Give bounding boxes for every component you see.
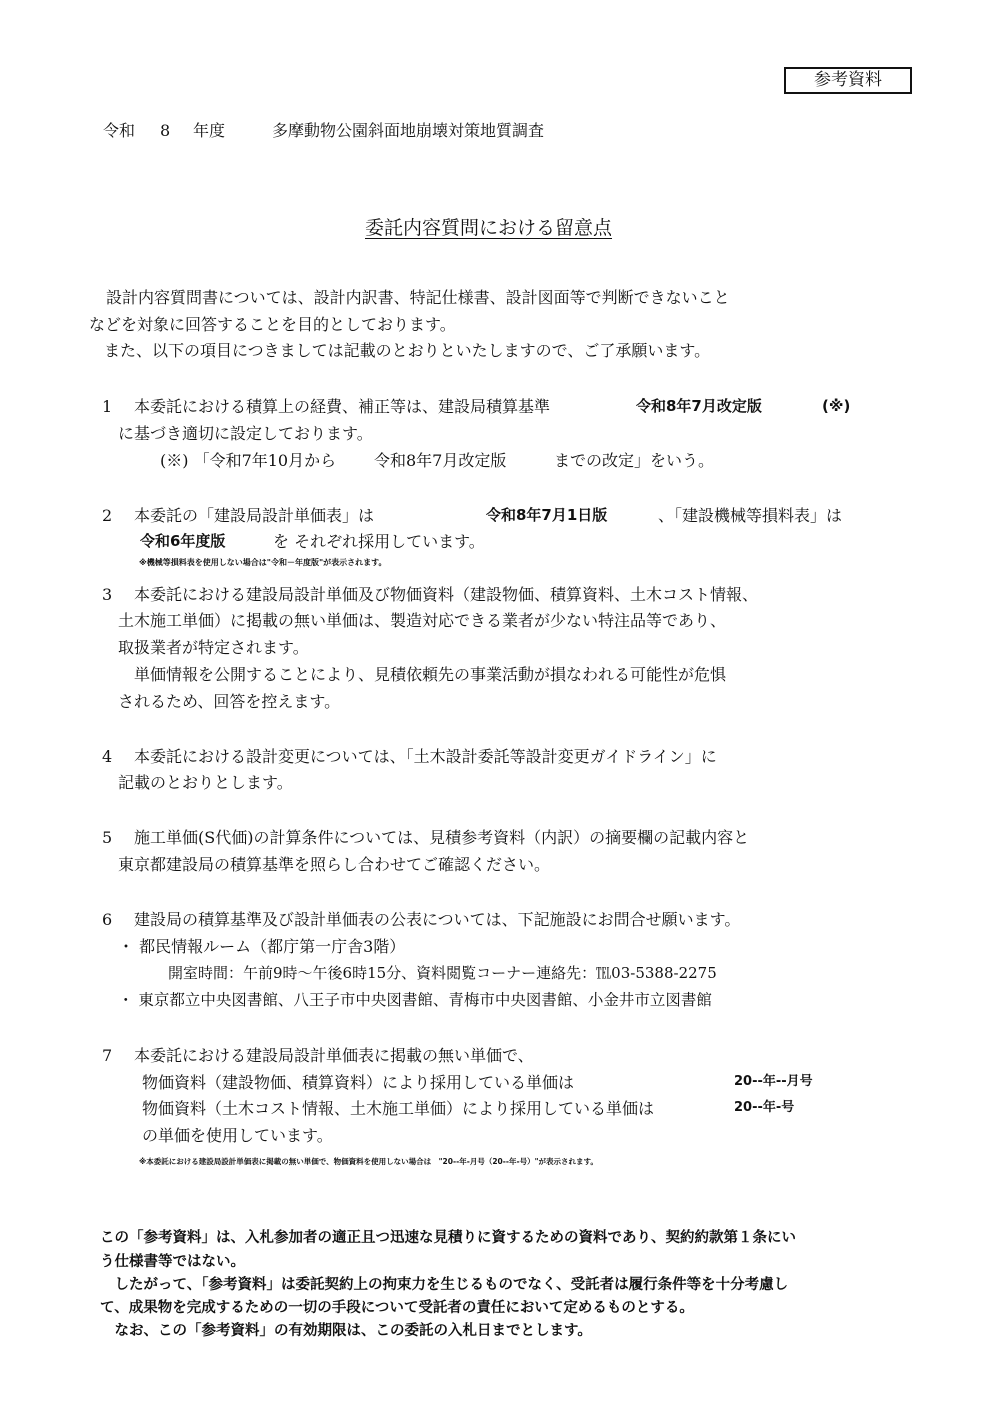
item-3-line: されるため、回答を控えます。: [118, 692, 341, 711]
item-2-text: 本委託の「建設局設計単価表」は: [134, 506, 375, 525]
item-1-number: 1: [102, 397, 113, 416]
intro-line-1: 設計内容質問書については、設計内訳書、特記仕様書、設計図面等で判断できないこと: [106, 288, 730, 307]
item-3-line: 取扱業者が特定されます。: [118, 638, 309, 657]
item-3-line: 本委託における建設局設計単価及び物価資料（建設物価、積算資料、土木コスト情報、: [134, 585, 759, 604]
item-3-line: 単価情報を公開することにより、見積依頼先の事業活動が損なわれる可能性が危惧: [134, 665, 727, 684]
item-7-line-1: 本委託における建設局設計単価表に掲載の無い単価で、: [134, 1046, 534, 1065]
disclaimer-line: う仕様書等ではない。: [100, 1254, 245, 1270]
item-7-line-2: 物価資料（建設物価、積算資料）により採用している単価は: [142, 1073, 575, 1092]
item-7-line-3: 物価資料（土木コスト情報、土木施工単価）により採用している単価は: [142, 1099, 655, 1118]
item-1-mark: (※): [822, 397, 851, 415]
item-1-note-b: 令和8年7月改定版: [374, 451, 507, 470]
item-1-version: 令和8年7月改定版: [636, 397, 762, 415]
item-2-machine-cost-version: 令和6年度版: [140, 532, 226, 550]
item-7-price-date-1: 20--年--月号: [734, 1074, 813, 1089]
item-4-number: 4: [102, 747, 113, 766]
reference-material-tag: 参考資料: [784, 67, 912, 94]
page-title: 委託内容質問における留意点: [365, 217, 613, 239]
item-6-bullet-1: ・ 都民情報ルーム（都庁第一庁舎3階）: [118, 937, 406, 956]
item-4-line: 記載のとおりとします。: [118, 773, 293, 792]
item-2-text-c: を それぞれ採用しています。: [273, 532, 485, 551]
item-3-line: 土木施工単価）に掲載の無い単価は、製造対応できる業者が少ない特注品等であり、: [118, 611, 727, 630]
item-2-number: 2: [102, 506, 113, 525]
disclaimer-line: て、成果物を完成するための一切の手段について受託者の責任において定めるものとする。: [100, 1300, 694, 1316]
disclaimer-line: この「参考資料」は、入札参加者の適正且つ迅速な見積りに資するための資料であり、契約約款第１条にい: [100, 1230, 796, 1246]
item-7-note: ※本委託における建設局設計単価表に掲載の無い単価で、物価資料を使用しない場合は "20--年-月号（20--年-号）"が表示されます。: [139, 1157, 598, 1166]
item-4-line: 本委託における設計変更については、「土木設計委託等設計変更ガイドライン」に: [134, 747, 717, 766]
item-1-text: 本委託における積算上の経費、補正等は、建設局積算基準: [134, 397, 551, 416]
intro-line-2: などを対象に回答することを目的としております。: [89, 315, 456, 334]
item-6-opening-hours: 開室時間：午前9時～午後6時15分、資料閲覧コーナー連絡先：℡03-5388-2275: [168, 964, 717, 982]
item-3-number: 3: [102, 585, 113, 604]
header-year-unit: 年度: [193, 121, 226, 140]
item-5-line: 東京都建設局の積算基準を照らし合わせてご確認ください。: [118, 855, 551, 874]
item-5-number: 5: [102, 828, 113, 847]
item-2-note: ※機械等損料表を使用しない場合は"令和－年度版"が表示されます。: [139, 558, 387, 567]
item-6-line: 建設局の積算基準及び設計単価表の公表については、下記施設にお問合せ願います。: [134, 910, 741, 929]
item-7-line-4: の単価を使用しています。: [142, 1126, 333, 1145]
header-era: 令和: [103, 121, 136, 140]
header-year: 8: [160, 121, 171, 140]
item-5-line: 施工単価(S代価)の計算条件については、見積参考資料（内訳）の摘要欄の記載内容と: [134, 828, 750, 847]
intro-line-3: また、以下の項目につきましては記載のとおりといたしますので、ご了承願います。: [104, 341, 711, 360]
item-7-number: 7: [102, 1046, 113, 1065]
item-1-note-a: (※) 「令和7年10月から: [160, 451, 337, 470]
item-2-unit-price-version: 令和8年7月1日版: [486, 506, 608, 524]
header-project-name: 多摩動物公園斜面地崩壊対策地質調査: [272, 121, 545, 140]
item-1-note-c: までの改定」をいう。: [554, 451, 715, 470]
item-2-text-b: 、「建設機械等損料表」は: [658, 506, 843, 525]
item-6-number: 6: [102, 910, 113, 929]
item-1-line-2: に基づき適切に設定しております。: [118, 424, 373, 443]
item-6-bullet-2: ・ 東京都立中央図書館、八王子市中央図書館、青梅市中央図書館、小金井市立図書館: [118, 991, 712, 1009]
disclaimer-line: なお、この「参考資料」の有効期限は、この委託の入札日までとします。: [100, 1323, 592, 1339]
item-7-price-date-2: 20--年-号: [734, 1100, 795, 1115]
disclaimer-line: したがって、「参考資料」は委託契約上の拘束力を生じるものでなく、受託者は履行条件等を十分考慮し: [100, 1277, 789, 1293]
